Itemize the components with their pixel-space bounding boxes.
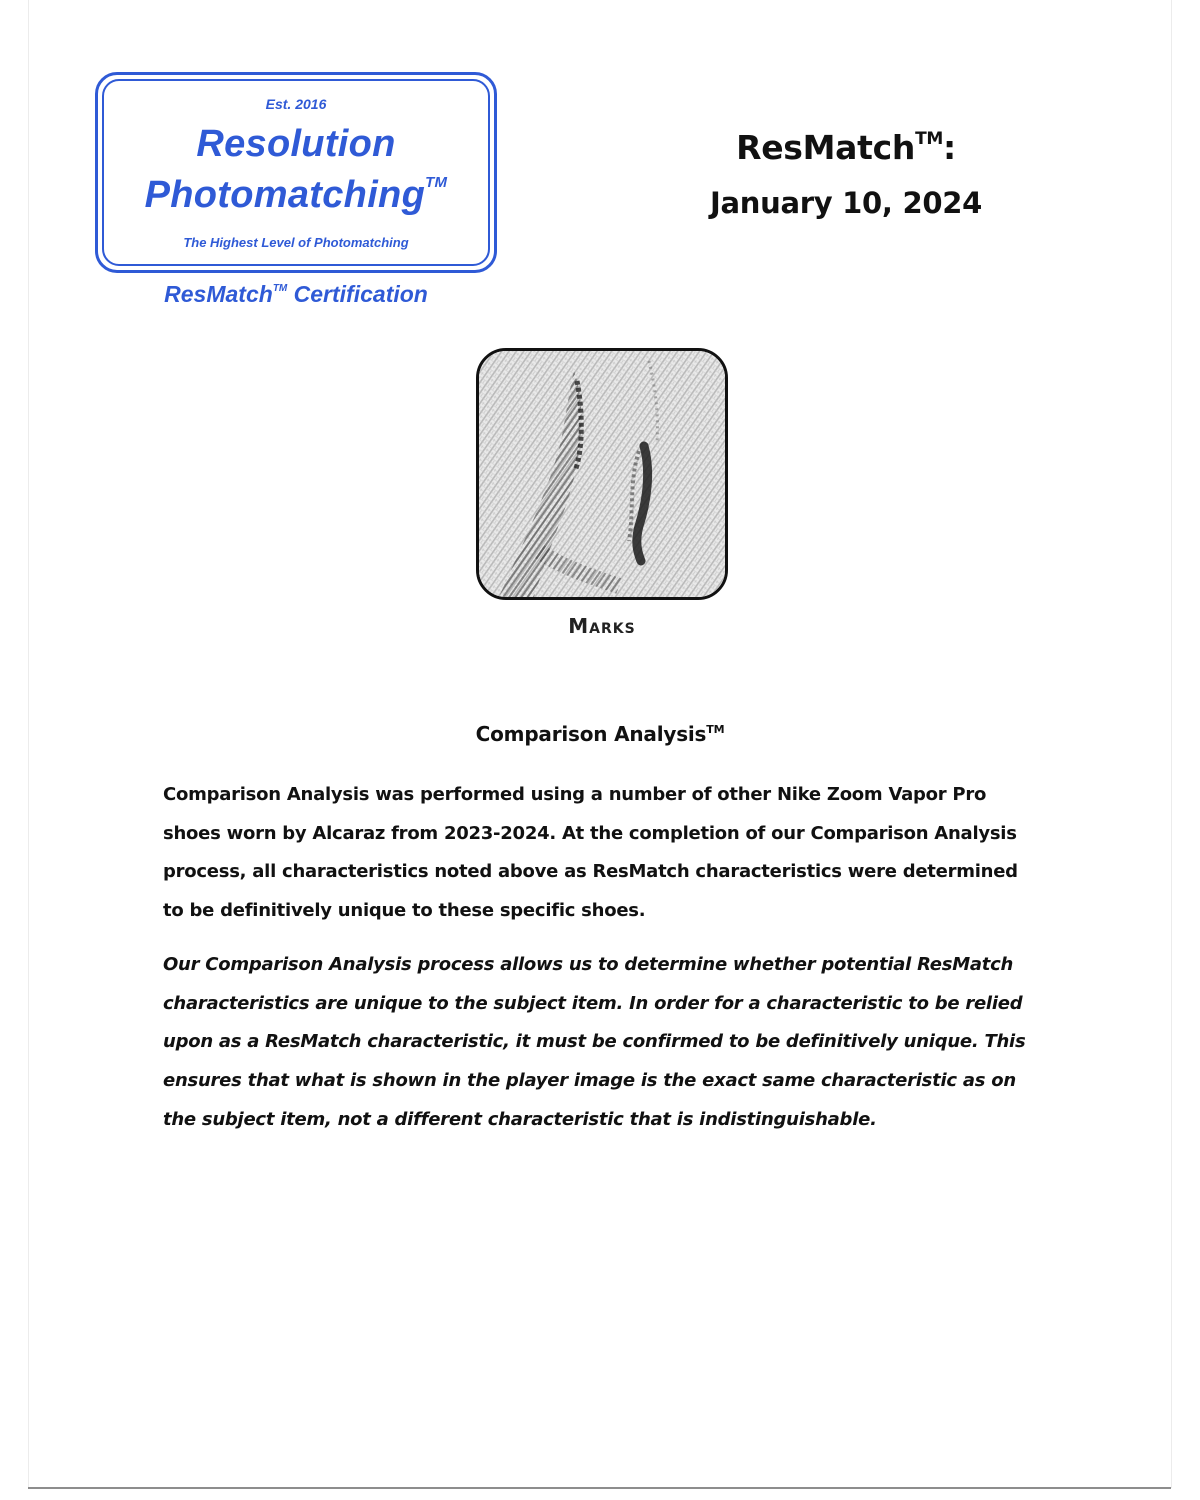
analysis-paragraph: Comparison Analysis was performed using a number of other Nike Zoom Vapor Pro shoes worn by Alcaraz from 2023-2024. At the completion of our Comparison Analysis process, all characteristics noted above as ResMatch characteristics were determined to be definitively unique to these specific shoes. [163, 784, 1018, 922]
logo-name-line2-text: Photomatching [144, 174, 426, 216]
marks-photo-graphic [479, 351, 725, 597]
cert-word: Certification [293, 281, 428, 307]
logo-name-line2 [98, 174, 494, 217]
logo-established: Est. 2016 [265, 96, 327, 112]
report-title [646, 128, 1046, 167]
page-bottom-edge [28, 1487, 1171, 1489]
certification-label [95, 281, 497, 308]
company-logo [95, 72, 497, 273]
marks-photo [476, 348, 728, 600]
section-heading-text: Comparison Analysis [475, 722, 707, 746]
process-note-paragraph: Our Comparison Analysis process allows us to determine whether potential ResMatch characteristics are unique to the subject item. In order for a characteristic to be relied upon as a ResMatch characteristic, it must be confirmed to be definitively unique. This ensures that what is shown in the player image is the exact same characteristic as on the subject item, not a different characteristic that is indistinguishable. [163, 954, 1026, 1130]
cert-name: ResMatch [164, 281, 273, 307]
report-title-text: ResMatch [736, 128, 916, 167]
cert-trademark: TM [272, 283, 288, 294]
section-heading [300, 722, 900, 746]
report-date: January 10, 2024 [710, 186, 982, 220]
logo-trademark: TM [425, 174, 448, 191]
logo-name-line1: Resolution [196, 123, 396, 165]
marks-caption: Marks [568, 614, 636, 638]
logo-tagline: The Highest Level of Photomatching [183, 235, 409, 250]
section-heading-trademark: TM [706, 723, 725, 736]
report-title-suffix: : [943, 128, 956, 167]
report-title-trademark: TM [915, 129, 943, 149]
